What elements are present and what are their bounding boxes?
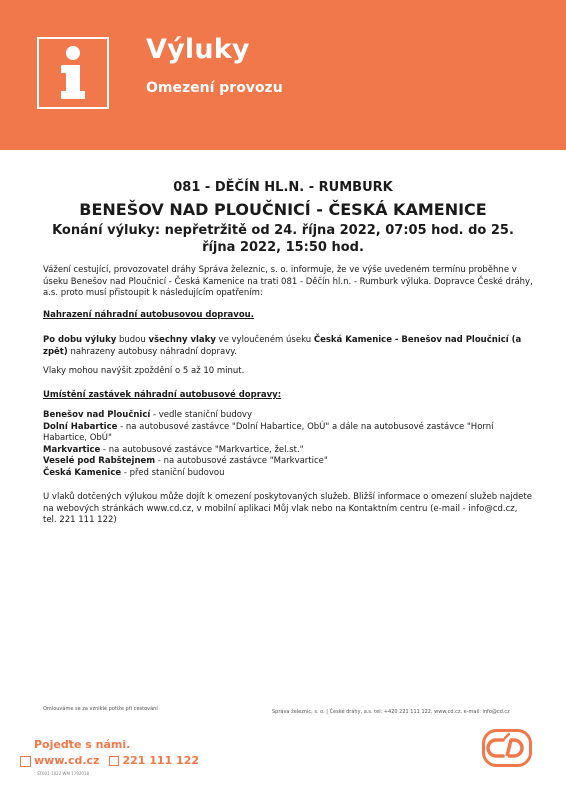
stops-heading: Umístění zastávek náhradní autobusové dopravy: — [43, 390, 282, 400]
stop-name: Dolní Habartice — [43, 421, 118, 432]
timing-line-1: Konání výluky: nepřetržitě od 24. října 2022, 07:05 hod. do 25. — [52, 223, 514, 238]
info-icon — [37, 37, 109, 109]
delay-paragraph: Vlaky mohou navýšit zpoždění o 5 až 10 minut. — [43, 366, 245, 376]
website-link[interactable]: www.cd.cz — [34, 754, 100, 767]
stop-name: Benešov nad Ploučnicí — [43, 410, 151, 420]
stop-desc: - před staniční budovou — [121, 467, 225, 478]
bus-bold-2: všechny vlaky — [148, 335, 216, 345]
intro-paragraph: Vážení cestující, provozovatel dráhy Správa železnic, s. o. informuje, že ve výše uvedeném termínu proběhne v úseku Benešov nad Ploučnicí - Česká Kamenice na trati 081 - Děčín hl.n. - Rumburk výluka. Dopravce České dráhy, a.s. proto musí přistoupit k následujícím opatřením: — [43, 265, 533, 298]
phone-icon — [109, 756, 119, 766]
bus-text-1: budou — [116, 335, 149, 345]
stop-name: Markvartice — [43, 444, 101, 455]
web-icon — [20, 756, 31, 767]
bus-bold-3: Česká Kamenice - Benešov nad Ploučnicí (a zpět) — [43, 335, 522, 357]
phone-number[interactable]: 221 111 122 — [122, 754, 200, 767]
bus-text-2: ve vyloučeném úseku — [215, 335, 314, 345]
closing-paragraph: U vlaků dotčených výlukou může dojít k omezení poskytovaných služeb. Bližší informace o omezení služeb najdete na webových stránkách www.cd.cz, v mobilní aplikaci Můj vlak nebo na Kontaktním centru (e-mail - info@cd.cz, tel. 221 111 122) — [43, 492, 532, 525]
timing-line-2: října 2022, 15:50 hod. — [202, 240, 364, 255]
stop-item — [43, 468, 533, 480]
bus-paragraph — [43, 335, 533, 358]
bus-bold-1: Po dobu výluky — [43, 335, 117, 345]
stop-desc: - vedle staniční budovy — [150, 410, 252, 420]
banner-title: Výluky — [146, 34, 250, 65]
stop-item — [43, 422, 533, 445]
header-banner — [0, 0, 566, 150]
section-title: BENEŠOV NAD PLOUČNICÍ - ČESKÁ KAMENICE — [79, 200, 487, 219]
document-code: ST001-1022 WM 1792018 — [37, 771, 90, 776]
replacement-heading: Nahrazení náhradní autobusovou dopravou. — [43, 310, 254, 320]
timing — [0, 222, 566, 256]
bus-text-3: nahrazeny autobusy náhradní dopravy. — [67, 346, 237, 357]
stop-desc: - na autobusové zastávce "Markvartice, žel.st." — [100, 444, 304, 455]
cd-logo — [482, 729, 532, 767]
banner-subtitle: Omezení provozu — [146, 80, 283, 96]
stop-item — [43, 410, 533, 422]
stop-name: Veselé pod Rabštejnem — [43, 456, 156, 466]
stop-item — [43, 445, 533, 457]
stop-item — [43, 456, 533, 468]
stop-desc: - na autobusové zastávce "Markvartice" — [155, 456, 328, 466]
stop-name: Česká Kamenice — [43, 467, 122, 478]
footer-contacts: Správa železnic, s. o. | České dráhy, a.s. tel: +420 221 111 122, www.cd.cz, e-mail: info@cd.cz — [272, 709, 510, 715]
route-title: 081 - DĚČÍN HL.N. - RUMBURK — [173, 180, 393, 195]
footer-apology: Omlouváme se za vzniklé potíže při cestování — [43, 706, 158, 712]
stops-list — [43, 410, 533, 479]
slogan: Pojeďte s námi. — [34, 738, 131, 751]
contact-row — [20, 754, 199, 767]
stop-desc: - na autobusové zastávce "Dolní Habartice, ObÚ" a dále na autobusové zastávce "Horní Habartice, ObÚ" — [43, 421, 494, 443]
